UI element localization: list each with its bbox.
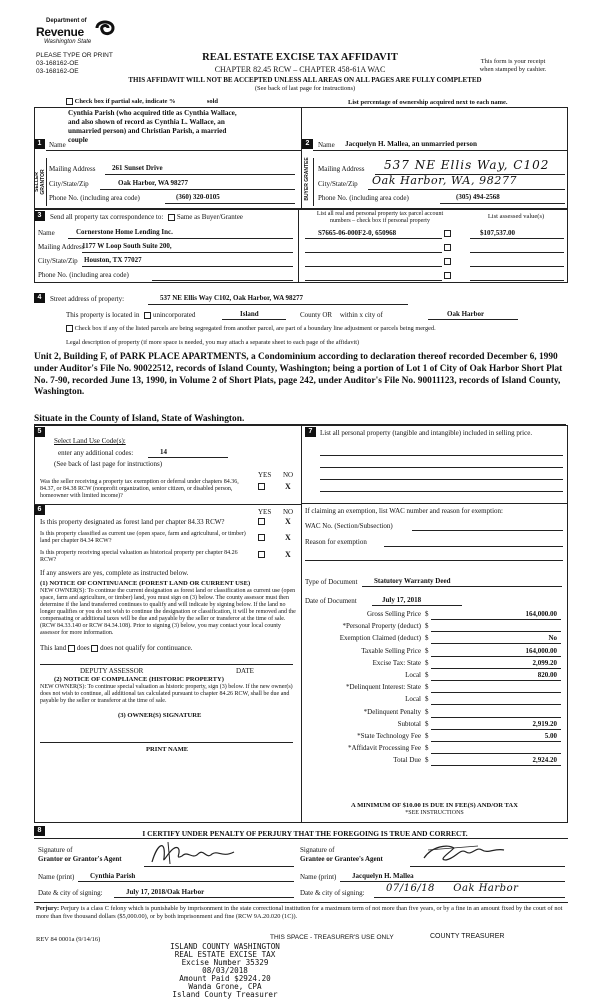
doc-date: July 17, 2018: [382, 596, 422, 604]
legal-description: Unit 2, Building F, of PARK PLACE APARTMENTS, a Condominium according to declaration thereof recorded December 6, 1990 under Auditor's File No. 90022512, records of Island County, Washington; being a portion of Lot 1 of City of Oak Harbor Short Plat No. 7-90, recorded June 13, 1990, in Volume 2 of Short Plats, page 242, under Auditor's File No. 90011123, records of Island County, Washington.: [34, 352, 563, 398]
personal-property-label: List all personal property (tangible and intangible) included in selling price.: [320, 429, 533, 437]
current-use-no-answer: X: [285, 533, 291, 542]
assessed-header: List assessed value(s): [487, 213, 545, 220]
send-correspondence-row: Send all property tax correspondence to: Same as Buyer/Grantee: [50, 213, 243, 221]
completion-warning: THIS AFFIDAVIT WILL NOT BE ACCEPTED UNLESS ALL AREAS ON ALL PAGES ARE FULLY COMPLETED: [128, 76, 482, 84]
seller-city-label: City/State/Zip: [49, 180, 89, 188]
seller-city: Oak Harbor, WA 98277: [118, 179, 189, 187]
notice2-text: NEW OWNER(S): To continue special valuation as historic property, sign (3) below. If the new owner(s) does not wish to continue, all additional tax calculated pursuant to chapter 84.26 RCW, shall be due and payable by the seller or transferor at the time of sale.: [40, 684, 293, 704]
treasurer-use-label: THIS SPACE - TREASURER'S USE ONLY: [270, 934, 394, 941]
tax-row-rule: [431, 717, 561, 718]
section-1-badge: 1: [34, 139, 45, 149]
tax-row-rule: [431, 765, 561, 766]
partial-sale-label: Check box if partial sale, indicate %: [74, 98, 176, 105]
chapter-line: CHAPTER 82.45 RCW – CHAPTER 458-61A WAC: [214, 65, 386, 74]
tax-row-rule: [431, 741, 561, 742]
parcel-checkbox-4[interactable]: [444, 272, 451, 279]
treasurer-stamp: ISLAND COUNTY WASHINGTON REAL ESTATE EXCISE TAX Excise Number 35329 08/03/2018 Amount Paid $2924.20 Wanda Grone, CPA Island County Treasurer: [170, 942, 280, 999]
partial-sale-sold: sold: [206, 98, 219, 105]
partial-sale-checkbox[interactable]: [66, 98, 73, 105]
tax-row-dollar: $: [425, 719, 429, 728]
tax-row-dollar: $: [425, 646, 429, 655]
grantor-date-label: Date & city of signing:: [38, 889, 103, 897]
buyer-phone: (305) 494-2568: [456, 193, 500, 201]
tax-row-label: Local: [405, 695, 421, 704]
doc-type: Statutory Warranty Deed: [374, 577, 451, 585]
print-name-label: PRINT NAME: [146, 746, 189, 753]
corr-name: Cornerstone Home Lending Inc.: [76, 228, 173, 236]
assessor-date-label: DATE: [236, 667, 254, 675]
tax-row-label: *Personal Property (deduct): [342, 622, 421, 631]
tax-row-dollar: $: [425, 695, 429, 704]
form-revision: REV 84 0001a (9/14/16): [36, 936, 101, 943]
tax-row-rule: [431, 668, 561, 669]
dor-logo: [36, 18, 126, 52]
tax-row-dollar: $: [425, 756, 429, 765]
tax-row-rule: [431, 753, 561, 754]
grantee-name: Jacquelyn H. Mallea: [352, 872, 414, 880]
code-line-2: 03-168162-OE: [36, 68, 79, 75]
exemption-question: Was the seller receiving a property tax exemption or deferral under chapters 84.36, 84.37, or 84.38 RCW (nonprofit organization, senior citizen, or disabled person, homeowner with limited income)?: [40, 479, 239, 499]
grantee-date-label: Date & city of signing:: [300, 889, 365, 897]
segregated-row: Check box if any of the listed parcels are being segregated from another parcel, are part of a boundary line adjustment or parcels being merged.: [66, 325, 436, 332]
section5-see-back: (See back of last page for instructions): [54, 460, 163, 468]
tax-row-label: Excise Tax: State: [372, 658, 421, 667]
see-back-note: (See back of last page for instructions): [254, 85, 356, 92]
seller-mailing: 261 Sunset Drive: [112, 164, 163, 172]
seller-name-label: Name: [49, 141, 66, 149]
doc-type-label: Type of Document: [305, 578, 358, 586]
grantee-signature-icon: [418, 838, 508, 868]
tax-row-dollar: $: [425, 707, 429, 716]
buyer-phone-label: Phone No. (including area code): [318, 194, 409, 202]
tax-row-value: 2,099.20: [532, 658, 557, 667]
tax-row-label: *State Technology Fee: [357, 732, 421, 740]
tax-row-label: *Delinquent Interest: State: [345, 683, 421, 692]
buyer-name-label: Name: [318, 141, 335, 149]
additional-code: 14: [160, 448, 167, 456]
forest-question: Is this property designated as forest land per chapter 84.33 RCW?: [40, 518, 225, 526]
buyer-city-label: City/State/Zip: [318, 180, 358, 188]
section-7-badge: 7: [305, 427, 316, 437]
wac-label: WAC No. (Section/Subsection): [305, 522, 393, 530]
notice2-title: (2) NOTICE OF COMPLIANCE (HISTORIC PROPERTY): [54, 676, 224, 683]
current-use-yes-checkbox[interactable]: [258, 534, 265, 541]
receipt-note-2: when stamped by cashier.: [479, 66, 547, 73]
tax-row-dollar: $: [425, 732, 429, 740]
owner-signature-label: (3) OWNER(S) SIGNATURE: [118, 712, 202, 719]
land-use-label: Select Land Use Code(s):: [54, 437, 126, 445]
tax-row-dollar: $: [425, 634, 429, 643]
corr-phone-label: Phone No. (including area code): [38, 271, 129, 279]
deputy-assessor-label: DEPUTY ASSESSOR: [80, 667, 144, 675]
tax-row-rule: [431, 692, 561, 693]
tax-row-value: No: [548, 634, 557, 643]
corr-city: Houston, TX 77027: [84, 256, 142, 264]
seller-phone: (360) 320-0105: [176, 193, 220, 201]
dept-line1: Department of: [46, 18, 87, 24]
buyer-name: Jacquelyn H. Mallea, an unmarried person: [345, 140, 477, 148]
county-treasurer-label: COUNTY TREASURER: [430, 933, 505, 940]
tax-row-label: Local: [405, 671, 421, 679]
corr-city-label: City/State/Zip: [38, 257, 78, 265]
buyer-side-label: BUYER GRANTEE: [304, 157, 310, 201]
forest-no-answer: X: [285, 517, 291, 526]
notice1-title: (1) NOTICE OF CONTINUANCE (FOREST LAND OR CURRENT USE): [40, 580, 251, 587]
section-2-badge: 2: [302, 139, 313, 149]
tax-row-value: 2,919.20: [532, 719, 557, 728]
grantor-date: July 17, 2018/Oak Harbor: [126, 888, 205, 896]
code-line-1: 03-168162-OE: [36, 60, 79, 67]
certify-statement: I CERTIFY UNDER PENALTY OF PERJURY THAT THE FOREGOING IS TRUE AND CORRECT.: [142, 829, 468, 838]
parcel-checkbox-2[interactable]: [444, 244, 451, 251]
grantor-sig-label: Signature of Grantor or Grantor's Agent: [38, 846, 122, 863]
grantor-name: Cynthia Parish: [90, 872, 136, 880]
exemption-claim-label: If claiming an exemption, list WAC number and reason for exemption:: [305, 507, 503, 515]
historic-yes-checkbox[interactable]: [258, 551, 265, 558]
tax-row-value: 2,924.20: [532, 756, 557, 765]
tax-row-rule: [431, 729, 561, 730]
additional-codes-label: enter any additional codes:: [58, 449, 134, 457]
perjury-notice: Perjury: Perjury is a class C felony which is punishable by imprisonment in the state correctional institution for a maximum term of not more than five years, or by a fine in an amount fixed by the court of not more than five thousand dollars ($5,000.00), or by both imprisonment and fine (RCW 9A.20.020 (1C)).: [36, 905, 563, 920]
seller-mailing-label: Mailing Address: [49, 165, 96, 173]
parcels-header: List all real and personal property tax parcel account numbers – check box if personal property: [316, 211, 444, 224]
same-as-buyer-checkbox[interactable]: [168, 214, 175, 221]
dept-line3: Washington State: [44, 39, 92, 45]
tax-row-rule: [431, 631, 561, 632]
grantor-name-label: Name (print): [38, 873, 75, 881]
see-instructions: *SEE INSTRUCTIONS: [405, 810, 464, 816]
tax-row-label: Subtotal: [397, 719, 421, 728]
corr-name-label: Name: [38, 229, 55, 237]
s6-no-header: NO: [283, 508, 294, 516]
current-use-question: Is this property classified as current use (open space, farm and agricultural, or timber) land per chapter 84.34 RCW?: [40, 531, 246, 544]
seller-phone-label: Phone No. (including area code): [49, 194, 140, 202]
tax-row-dollar: $: [425, 744, 429, 753]
corr-mailing-label: Mailing Address: [38, 243, 85, 251]
page-title: REAL ESTATE EXCISE TAX AFFIDAVIT: [202, 52, 398, 63]
parcel-number: S7665-06-000F2-0, 650968: [318, 229, 397, 237]
historic-no-answer: X: [285, 550, 291, 559]
s5-yes-header: YES: [258, 471, 272, 479]
ownership-note: List percentage of ownership acquired next to each name.: [348, 99, 508, 106]
s6-yes-header: YES: [258, 508, 272, 516]
tax-row-rule: [431, 643, 561, 644]
street-address: 537 NE Ellis Way C102, Oak Harbor, WA 98277: [160, 294, 304, 302]
dept-line2: Revenue: [36, 25, 84, 39]
assessed-value: $107,537.00: [480, 229, 515, 237]
type-or-print: PLEASE TYPE OR PRINT: [36, 52, 113, 59]
property-city: Oak Harbor: [447, 310, 485, 318]
reason-label: Reason for exemption: [305, 538, 367, 546]
section-4-badge: 4: [34, 293, 45, 303]
tax-row-value: 5.00: [544, 732, 557, 740]
section-3-badge: 3: [34, 211, 45, 221]
notice1-text: NEW OWNER(S): To continue the current designation as forest land or classification as current use (open space, farm and agriculture, or timber) land, you must sign on (3) below. The county assessor must then determine if the land transferred continues to qualify and will indicate by signing below. If the land no longer qualifies or you do not wish to continue the designation or classification, it will be removed and the compensating or additional taxes will be due and payable by the seller or transferor at the time of sale. (RCW 84.33.140 or RCW 84.34.108). Prior to signing (3) below, you may contact your local county assessor for more information.: [40, 588, 296, 636]
seller-name: Cynthia Parish (who acquired title as Cynthia Wallace, and also shown of record as Cynthia L. Wallace, an unmarried person) and Christian Parish, a married couple: [68, 109, 237, 144]
buyer-city: Oak Harbor, WA, 98277: [372, 174, 518, 187]
partial-sale-row: [66, 98, 218, 105]
tax-row-dollar: $: [425, 658, 429, 667]
forest-yes-checkbox[interactable]: [258, 518, 265, 525]
tax-row-label: *Delinquent Penalty: [363, 707, 421, 716]
section-8-badge: 8: [34, 826, 45, 836]
tax-row-value: 164,000.00: [525, 610, 557, 618]
tax-row-rule: [431, 680, 561, 681]
unincorporated-checkbox[interactable]: [144, 312, 151, 319]
if-yes-note: If any answers are yes, complete as instructed below.: [40, 569, 189, 577]
tax-row-dollar: $: [425, 610, 429, 618]
corr-mailing: 1177 W Loop South Suite 200,: [82, 242, 172, 250]
tax-row-label: Total Due: [393, 756, 421, 765]
buyer-mailing: 537 NE Ellis Way, C102: [384, 158, 550, 172]
grantee-sig-label: Signature of Grantee or Grantee's Agent: [300, 846, 383, 863]
property-county: Island: [240, 310, 259, 318]
segregated-checkbox[interactable]: [66, 325, 73, 332]
parcel-checkbox-3[interactable]: [444, 258, 451, 265]
tax-row-value: 820.00: [537, 671, 557, 679]
county-or-label: County OR within x city of: [300, 311, 383, 319]
section-5-badge: 5: [34, 427, 45, 437]
tax-row-dollar: $: [425, 683, 429, 692]
located-row: This property is located in unincorporated: [66, 311, 196, 319]
tax-table: [301, 610, 568, 770]
receipt-note-1: This form is your receipt: [480, 58, 546, 65]
grantee-name-label: Name (print): [300, 873, 337, 881]
land-does-not-checkbox[interactable]: [91, 645, 98, 652]
street-label: Street address of property:: [50, 295, 125, 303]
exemption-yes-checkbox[interactable]: [258, 483, 265, 490]
s5-no-header: NO: [283, 471, 294, 479]
historic-question: Is this property receiving special valuation as historical property per chapter 84.26 RCW?: [40, 550, 238, 563]
tax-row-label: Taxable Selling Price: [361, 646, 421, 655]
tax-row-label: Gross Selling Price: [366, 610, 421, 618]
seller-side-label: SELLER GRANTOR: [34, 169, 46, 195]
tax-row-dollar: $: [425, 622, 429, 631]
grantee-date: 07/16/18 Oak Harbor: [386, 883, 519, 894]
tax-row-rule: [431, 656, 561, 657]
legal-label: Legal description of property (if more space is needed, you may attach a separate sheet to each page of the affidavit): [66, 339, 360, 346]
doc-date-label: Date of Document: [305, 597, 357, 605]
parcel-checkbox-1[interactable]: [444, 230, 451, 237]
dor-swirl-icon: [94, 18, 116, 38]
tax-row-rule: [431, 619, 561, 620]
minimum-note: A MINIMUM OF $10.00 IS DUE IN FEE(S) AND/OR TAX: [351, 802, 518, 809]
situate-line: Situate in the County of Island, State of Washington.: [34, 414, 245, 424]
land-does-checkbox[interactable]: [68, 645, 75, 652]
this-land-row: This land does does not qualify for continuance.: [40, 644, 193, 652]
buyer-mailing-label: Mailing Address: [318, 165, 365, 173]
tax-row-label: Exemption Claimed (deduct): [339, 634, 421, 643]
section-6-badge: 6: [34, 505, 45, 515]
tax-row-label: *Affidavit Processing Fee: [348, 744, 421, 753]
exemption-no-answer: X: [285, 482, 291, 491]
grantor-signature-icon: [148, 838, 238, 868]
tax-row-rule: [431, 704, 561, 705]
tax-row-value: 164,000.00: [525, 646, 557, 655]
tax-row-dollar: $: [425, 671, 429, 679]
